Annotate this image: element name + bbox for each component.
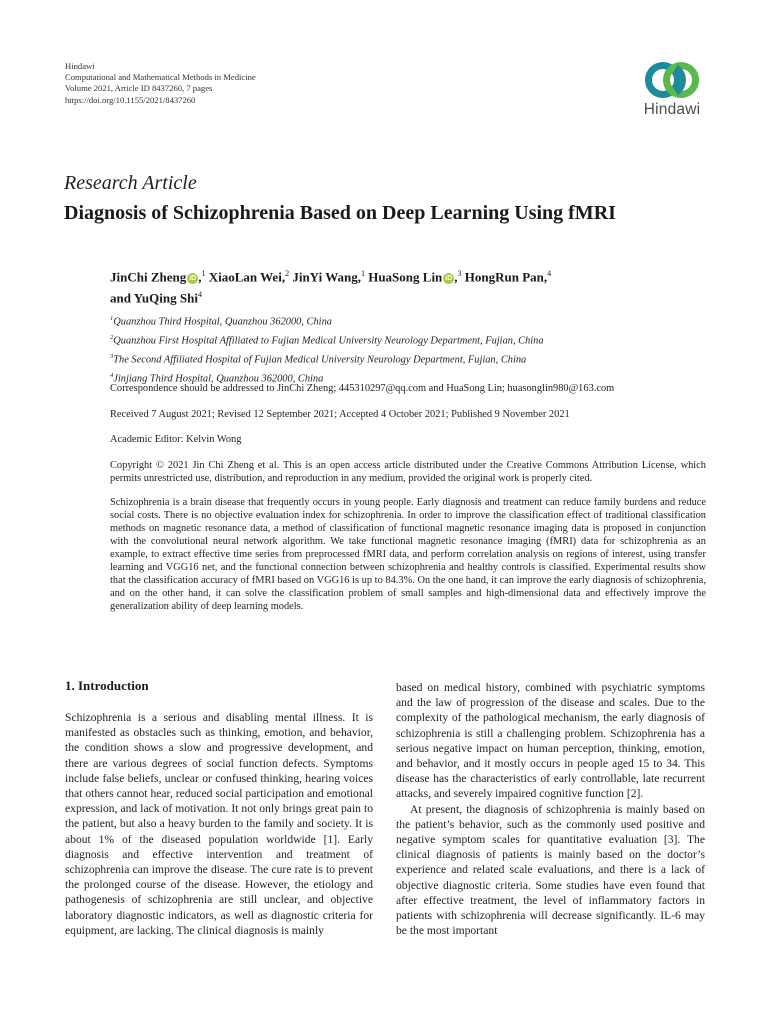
author-name[interactable]: HuaSong Lin [368,269,443,285]
abstract: Schizophrenia is a brain disease that frequently occurs in young people. Early diagnosis and treatment can reduce family burdens and reduce social costs. There is no objective evaluation index for schizophrenia. In order to improve the classification effect of traditional classification methods on magnetic resonance data, a method of classification of functional magnetic resonance imaging data is proposed in conjunction with the convolutional neural network algorithm. We take functional magnetic resonance imaging (fMRI) data for schizophrenia as an example, to extract effective time series from preprocessed fMRI data, and perform correlation analysis on regions of interest, using transfer learning and VGG16 net, and the functional connection between schizophrenia and healthy controls is classified. Experimental results show that the classification accuracy of fMRI based on VGG16 is up to 84.3%. On the one hand, it can improve the early diagnosis of schizophrenia, and on the other hand, it can solve the classification problem of small samples and high-dimensional data and effectively improve the generalization ability of deep learning models. [110,497,706,612]
volume-info: Volume 2021, Article ID 8437260, 7 pages [65,83,213,94]
body-column-left [65,710,373,938]
journal-meta [65,61,256,106]
affiliation-list [110,311,544,387]
academic-editor: Academic Editor: Kelvin Wong [110,434,242,445]
doi-link[interactable]: https://doi.org/10.1155/2021/8437260 [65,94,196,105]
logo-wordmark: Hindawi [643,101,701,118]
paragraph: Schizophrenia is a serious and disabling mental illness. It is manifested as obstacles such as thinking, emotion, and behavior, the condition shows a slow and progressive development, and there are various degrees of social function defects. Symptoms include false beliefs, unclear or confused thinking, hearing voices that others cannot hear, reduced social participation and emotional expression, and lack of motivation. It not only brings great pain to the patient, but also a heavy burden to the family and society. It is about 1% of the diseased population worldwide [1]. Early diagnosis and effective intervention and treatment of schizophrenia can improve the disease. The cure rate is to prevent the prolonged course of the disease. However, the etiology and pathogenesis of schizophrenia are still unclear, and objective laboratory diagnostic indicators, as well as diagnostic criteria for equipment, are lacking. The clinical diagnosis is mainly [65,711,373,937]
author-name[interactable]: JinChi Zheng [110,269,187,285]
publication-dates: Received 7 August 2021; Revised 12 September 2021; Accepted 4 October 2021; Published 9 November 2021 [110,409,570,420]
hindawi-logo [630,60,714,119]
author-name[interactable]: XiaoLan Wei, [208,269,286,285]
author-list: JinChi Zheng iD ,$^1$ XiaoLan Wei,$^2$ JinYi Wang,$^1$ HuaSong Lin iD ,$^3$ HongRun Pan,$^4$ and YuQing Shi$^4$ [110,269,552,306]
orcid-icon[interactable]: iD [189,275,197,283]
section-heading: 1. Introduction [65,678,149,693]
author-name[interactable]: JinYi Wang, [292,269,361,285]
page-title: Diagnosis of Schizophrenia Based on Deep Learning Using fMRI [64,202,616,224]
affiliation: $^1$Quanzhou Third Hospital, Quanzhou 362000, China [110,315,332,328]
copyright-notice: Copyright © 2021 Jin Chi Zheng et al. This is an open access article distributed under the Creative Commons Attribution License, which permits unrestricted use, distribution, and reproduction in any medium, provided the original work is properly cited. [110,460,706,484]
affiliation: $^3$The Second Affiliated Hospital of Fujian Medical University Neurology Department, Fujian, China [110,353,527,366]
author-name[interactable]: HongRun Pan, [464,269,548,285]
author-name[interactable]: and YuQing Shi [110,290,198,306]
paragraph: At present, the diagnosis of schizophrenia is mainly based on the patient’s behavior, such as the commonly used positive and negative symptom scales for quantitative evaluation [3]. The clinical diagnosis of patients is mainly based on the doctor’s experience and related scale evaluations, and there is a lack of objective diagnostic criteria. Some studies have even found that after effective treatment, the level of inflammatory factors in patients with schizophrenia will decrease significantly. IL-6 may be the most important [396,802,705,938]
paragraph: based on medical history, combined with psychiatric symptoms and the law of progression of the disease and scales. Due to the complexity of the pathological mechanism, the early diagnosis of schizophrenia is still a challenging problem. Schizophrenia has a serious negative impact on human perception, thinking, emotion, and behavior, and it mostly occurs in people aged 15 to 34. This disease has the characteristics of early controllable, late recurrent attacks, and severely impaired cognitive function [2]. [396,681,705,801]
orcid-icon[interactable]: iD [445,275,453,283]
affiliation: $^2$Quanzhou First Hospital Affiliated to Fujian Medical University Neurology Department, Fujian, China [110,334,544,347]
hindawi-logo-icon [643,60,701,100]
correspondence: Correspondence should be addressed to JinChi Zheng; 445310297@qq.com and HuaSong Lin; huasonglin980@163.com [110,383,615,394]
article-type: Research Article [64,172,197,194]
body-column-right [396,680,705,938]
publisher-name: Hindawi [65,61,95,71]
affiliation: $^4$Jinjiang Third Hospital, Quanzhou 362000, China [110,372,324,385]
journal-name: Computational and Mathematical Methods in Medicine [65,72,256,83]
